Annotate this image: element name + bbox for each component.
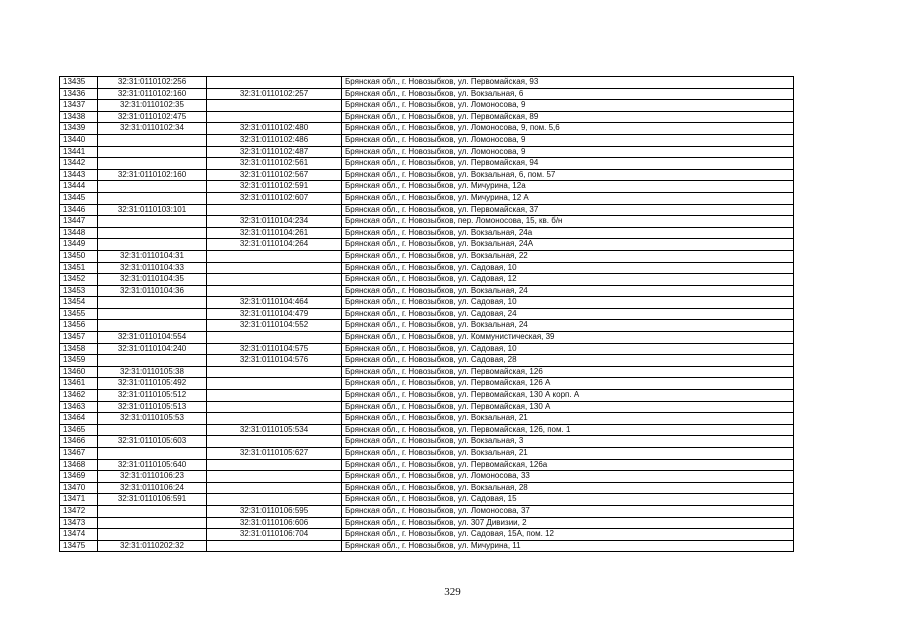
table-row	[60, 529, 794, 541]
row-number-cell: 13438	[60, 111, 98, 123]
related-cadastral-number-cell	[207, 250, 342, 262]
table-row	[60, 274, 794, 286]
cadastral-number-cell: 32:31:0110102:34	[98, 123, 207, 135]
address-cell: Брянская обл., г. Новозыбков, ул. Вокзальная, 28	[342, 482, 794, 494]
row-number-cell: 13436	[60, 88, 98, 100]
related-cadastral-number-cell: 32:31:0110102:591	[207, 181, 342, 193]
cadastral-number-cell	[98, 216, 207, 228]
related-cadastral-number-cell: 32:31:0110104:576	[207, 355, 342, 367]
related-cadastral-number-cell	[207, 332, 342, 344]
row-number-cell: 13468	[60, 459, 98, 471]
cadastral-number-cell	[98, 517, 207, 529]
row-number-cell: 13458	[60, 343, 98, 355]
row-number-cell: 13462	[60, 390, 98, 402]
related-cadastral-number-cell: 32:31:0110104:234	[207, 216, 342, 228]
related-cadastral-number-cell	[207, 111, 342, 123]
address-cell: Брянская обл., г. Новозыбков, ул. Первомайская, 126, пом. 1	[342, 424, 794, 436]
cadastral-number-cell	[98, 227, 207, 239]
related-cadastral-number-cell	[207, 401, 342, 413]
table-row	[60, 320, 794, 332]
address-cell: Брянская обл., г. Новозыбков, ул. Вокзальная, 6	[342, 88, 794, 100]
cadastral-number-cell	[98, 424, 207, 436]
row-number-cell: 13445	[60, 192, 98, 204]
related-cadastral-number-cell: 32:31:0110104:552	[207, 320, 342, 332]
table-row	[60, 285, 794, 297]
cadastral-number-cell: 32:31:0110104:554	[98, 332, 207, 344]
row-number-cell: 13450	[60, 250, 98, 262]
address-cell: Брянская обл., г. Новозыбков, ул. Вокзальная, 24А	[342, 239, 794, 251]
address-cell: Брянская обл., г. Новозыбков, ул. Вокзальная, 21	[342, 448, 794, 460]
table-row	[60, 332, 794, 344]
table-row	[60, 158, 794, 170]
table-row	[60, 297, 794, 309]
address-cell: Брянская обл., г. Новозыбков, ул. Садовая, 15А, пом. 12	[342, 529, 794, 541]
address-cell: Брянская обл., г. Новозыбков, ул. Первомайская, 130 А	[342, 401, 794, 413]
cadastral-number-cell: 32:31:0110105:513	[98, 401, 207, 413]
related-cadastral-number-cell: 32:31:0110102:480	[207, 123, 342, 135]
related-cadastral-number-cell: 32:31:0110104:264	[207, 239, 342, 251]
table-row	[60, 355, 794, 367]
related-cadastral-number-cell: 32:31:0110102:607	[207, 192, 342, 204]
table-row	[60, 181, 794, 193]
address-cell: Брянская обл., г. Новозыбков, ул. Первомайская, 89	[342, 111, 794, 123]
table-row	[60, 308, 794, 320]
address-cell: Брянская обл., г. Новозыбков, ул. Ломоносова, 37	[342, 505, 794, 517]
table-row	[60, 459, 794, 471]
row-number-cell: 13460	[60, 366, 98, 378]
table-row	[60, 262, 794, 274]
address-cell: Брянская обл., г. Новозыбков, ул. Садовая, 28	[342, 355, 794, 367]
related-cadastral-number-cell: 32:31:0110105:627	[207, 448, 342, 460]
related-cadastral-number-cell	[207, 459, 342, 471]
cadastral-number-cell: 32:31:0110104:240	[98, 343, 207, 355]
address-cell: Брянская обл., г. Новозыбков, ул. Ломоносова, 9	[342, 100, 794, 112]
row-number-cell: 13473	[60, 517, 98, 529]
row-number-cell: 13440	[60, 134, 98, 146]
row-number-cell: 13467	[60, 448, 98, 460]
cadastral-number-cell	[98, 181, 207, 193]
row-number-cell: 13439	[60, 123, 98, 135]
table-row	[60, 100, 794, 112]
address-cell: Брянская обл., г. Новозыбков, ул. Садовая, 10	[342, 297, 794, 309]
address-cell: Брянская обл., г. Новозыбков, ул. Первомайская, 130 А корп. А	[342, 390, 794, 402]
row-number-cell: 13464	[60, 413, 98, 425]
related-cadastral-number-cell: 32:31:0110105:534	[207, 424, 342, 436]
address-cell: Брянская обл., г. Новозыбков, ул. Вокзальная, 21	[342, 413, 794, 425]
row-number-cell: 13461	[60, 378, 98, 390]
table-row	[60, 77, 794, 89]
cadastral-number-cell	[98, 146, 207, 158]
cadastral-number-cell: 32:31:0110104:31	[98, 250, 207, 262]
related-cadastral-number-cell: 32:31:0110104:261	[207, 227, 342, 239]
table-row	[60, 517, 794, 529]
related-cadastral-number-cell	[207, 436, 342, 448]
related-cadastral-number-cell	[207, 366, 342, 378]
cadastral-number-cell	[98, 505, 207, 517]
cadastral-number-cell	[98, 320, 207, 332]
row-number-cell: 13470	[60, 482, 98, 494]
cadastral-number-cell: 32:31:0110202:32	[98, 540, 207, 552]
table-row	[60, 204, 794, 216]
address-cell: Брянская обл., г. Новозыбков, ул. Вокзальная, 24а	[342, 227, 794, 239]
address-cell: Брянская обл., г. Новозыбков, ул. Ломоносова, 9	[342, 146, 794, 158]
row-number-cell: 13455	[60, 308, 98, 320]
row-number-cell: 13451	[60, 262, 98, 274]
table-row	[60, 216, 794, 228]
related-cadastral-number-cell: 32:31:0110104:464	[207, 297, 342, 309]
row-number-cell: 13463	[60, 401, 98, 413]
related-cadastral-number-cell	[207, 378, 342, 390]
address-cell: Брянская обл., г. Новозыбков, ул. Мичурина, 12а	[342, 181, 794, 193]
related-cadastral-number-cell: 32:31:0110102:257	[207, 88, 342, 100]
row-number-cell: 13465	[60, 424, 98, 436]
cadastral-number-cell: 32:31:0110102:256	[98, 77, 207, 89]
related-cadastral-number-cell	[207, 77, 342, 89]
cadastral-number-cell: 32:31:0110105:492	[98, 378, 207, 390]
cadastral-number-cell: 32:31:0110102:35	[98, 100, 207, 112]
address-cell: Брянская обл., г. Новозыбков, ул. Первомайская, 37	[342, 204, 794, 216]
related-cadastral-number-cell: 32:31:0110106:595	[207, 505, 342, 517]
row-number-cell: 13447	[60, 216, 98, 228]
address-cell: Брянская обл., г. Новозыбков, ул. Вокзальная, 24	[342, 320, 794, 332]
cadastral-number-cell: 32:31:0110106:23	[98, 471, 207, 483]
row-number-cell: 13454	[60, 297, 98, 309]
row-number-cell: 13472	[60, 505, 98, 517]
table-row	[60, 436, 794, 448]
related-cadastral-number-cell	[207, 471, 342, 483]
row-number-cell: 13474	[60, 529, 98, 541]
related-cadastral-number-cell	[207, 540, 342, 552]
cadastral-number-cell: 32:31:0110102:160	[98, 169, 207, 181]
row-number-cell: 13459	[60, 355, 98, 367]
row-number-cell: 13469	[60, 471, 98, 483]
table-row	[60, 343, 794, 355]
row-number-cell: 13437	[60, 100, 98, 112]
cadastral-number-cell: 32:31:0110105:53	[98, 413, 207, 425]
table-row	[60, 401, 794, 413]
address-cell: Брянская обл., г. Новозыбков, ул. Вокзальная, 6, пом. 57	[342, 169, 794, 181]
address-cell: Брянская обл., г. Новозыбков, ул. Ломоносова, 9	[342, 134, 794, 146]
row-number-cell: 13444	[60, 181, 98, 193]
related-cadastral-number-cell: 32:31:0110106:704	[207, 529, 342, 541]
cadastral-number-cell: 32:31:0110104:35	[98, 274, 207, 286]
address-cell: Брянская обл., г. Новозыбков, ул. Ломоносова, 33	[342, 471, 794, 483]
address-cell: Брянская обл., г. Новозыбков, ул. Первомайская, 126а	[342, 459, 794, 471]
address-cell: Брянская обл., г. Новозыбков, ул. Садовая, 15	[342, 494, 794, 506]
cadastral-number-cell	[98, 448, 207, 460]
row-number-cell: 13471	[60, 494, 98, 506]
address-cell: Брянская обл., г. Новозыбков, ул. Первомайская, 93	[342, 77, 794, 89]
related-cadastral-number-cell: 32:31:0110106:606	[207, 517, 342, 529]
table-row	[60, 111, 794, 123]
address-cell: Брянская обл., г. Новозыбков, ул. Первомайская, 94	[342, 158, 794, 170]
table-row	[60, 169, 794, 181]
address-cell: Брянская обл., г. Новозыбков, ул. Первомайская, 126	[342, 366, 794, 378]
related-cadastral-number-cell: 32:31:0110102:567	[207, 169, 342, 181]
cadastral-number-cell: 32:31:0110104:36	[98, 285, 207, 297]
related-cadastral-number-cell	[207, 413, 342, 425]
related-cadastral-number-cell: 32:31:0110102:486	[207, 134, 342, 146]
row-number-cell: 13457	[60, 332, 98, 344]
related-cadastral-number-cell	[207, 274, 342, 286]
table-row	[60, 424, 794, 436]
table-row	[60, 239, 794, 251]
table-row	[60, 192, 794, 204]
cadastral-number-cell: 32:31:0110105:640	[98, 459, 207, 471]
table-row	[60, 146, 794, 158]
address-cell: Брянская обл., г. Новозыбков, ул. Мичурина, 11	[342, 540, 794, 552]
row-number-cell: 13453	[60, 285, 98, 297]
row-number-cell: 13441	[60, 146, 98, 158]
table-row	[60, 390, 794, 402]
row-number-cell: 13452	[60, 274, 98, 286]
address-cell: Брянская обл., г. Новозыбков, ул. Коммунистическая, 39	[342, 332, 794, 344]
row-number-cell: 13443	[60, 169, 98, 181]
related-cadastral-number-cell: 32:31:0110104:479	[207, 308, 342, 320]
table-row	[60, 134, 794, 146]
address-cell: Брянская обл., г. Новозыбков, ул. Вокзальная, 24	[342, 285, 794, 297]
cadastral-number-cell: 32:31:0110104:33	[98, 262, 207, 274]
cadastral-number-cell	[98, 297, 207, 309]
row-number-cell: 13466	[60, 436, 98, 448]
cadastral-number-cell	[98, 158, 207, 170]
related-cadastral-number-cell: 32:31:0110102:487	[207, 146, 342, 158]
cadastral-number-cell: 32:31:0110105:38	[98, 366, 207, 378]
table-row	[60, 482, 794, 494]
address-cell: Брянская обл., г. Новозыбков, ул. Садовая, 12	[342, 274, 794, 286]
cadastral-number-cell: 32:31:0110102:475	[98, 111, 207, 123]
related-cadastral-number-cell	[207, 494, 342, 506]
row-number-cell: 13456	[60, 320, 98, 332]
property-register-table	[59, 76, 794, 552]
address-cell: Брянская обл., г. Новозыбков, ул. Вокзальная, 3	[342, 436, 794, 448]
related-cadastral-number-cell	[207, 285, 342, 297]
row-number-cell: 13435	[60, 77, 98, 89]
cadastral-number-cell	[98, 239, 207, 251]
row-number-cell: 13449	[60, 239, 98, 251]
cadastral-number-cell: 32:31:0110106:24	[98, 482, 207, 494]
table-row	[60, 250, 794, 262]
related-cadastral-number-cell: 32:31:0110104:575	[207, 343, 342, 355]
address-cell: Брянская обл., г. Новозыбков, ул. Вокзальная, 22	[342, 250, 794, 262]
row-number-cell: 13475	[60, 540, 98, 552]
cadastral-number-cell	[98, 192, 207, 204]
cadastral-number-cell	[98, 355, 207, 367]
table-row	[60, 227, 794, 239]
related-cadastral-number-cell	[207, 262, 342, 274]
cadastral-number-cell	[98, 134, 207, 146]
related-cadastral-number-cell	[207, 482, 342, 494]
address-cell: Брянская обл., г. Новозыбков, ул. Первомайская, 126 А	[342, 378, 794, 390]
address-cell: Брянская обл., г. Новозыбков, ул. 307 Дивизии, 2	[342, 517, 794, 529]
cadastral-number-cell: 32:31:0110102:160	[98, 88, 207, 100]
cadastral-number-cell	[98, 529, 207, 541]
related-cadastral-number-cell	[207, 100, 342, 112]
address-cell: Брянская обл., г. Новозыбков, ул. Ломоносова, 9, пом. 5,6	[342, 123, 794, 135]
address-cell: Брянская обл., г. Новозыбков, ул. Садовая, 10	[342, 343, 794, 355]
cadastral-number-cell: 32:31:0110105:512	[98, 390, 207, 402]
table-row	[60, 378, 794, 390]
table-row	[60, 505, 794, 517]
row-number-cell: 13448	[60, 227, 98, 239]
row-number-cell: 13442	[60, 158, 98, 170]
cadastral-number-cell: 32:31:0110105:603	[98, 436, 207, 448]
table-row	[60, 540, 794, 552]
table-row	[60, 123, 794, 135]
table-row	[60, 413, 794, 425]
page-number: 329	[444, 586, 461, 598]
table-row	[60, 471, 794, 483]
related-cadastral-number-cell	[207, 204, 342, 216]
cadastral-number-cell: 32:31:0110103:101	[98, 204, 207, 216]
related-cadastral-number-cell: 32:31:0110102:561	[207, 158, 342, 170]
table-row	[60, 88, 794, 100]
table-row	[60, 494, 794, 506]
cadastral-number-cell: 32:31:0110106:591	[98, 494, 207, 506]
address-cell: Брянская обл., г. Новозыбков, ул. Садовая, 24	[342, 308, 794, 320]
related-cadastral-number-cell	[207, 390, 342, 402]
table-row	[60, 366, 794, 378]
table-row	[60, 448, 794, 460]
address-cell: Брянская обл., г. Новозыбков, пер. Ломоносова, 15, кв. б/н	[342, 216, 794, 228]
cadastral-number-cell	[98, 308, 207, 320]
row-number-cell: 13446	[60, 204, 98, 216]
address-cell: Брянская обл., г. Новозыбков, ул. Садовая, 10	[342, 262, 794, 274]
table-body	[60, 77, 794, 552]
address-cell: Брянская обл., г. Новозыбков, ул. Мичурина, 12 А	[342, 192, 794, 204]
